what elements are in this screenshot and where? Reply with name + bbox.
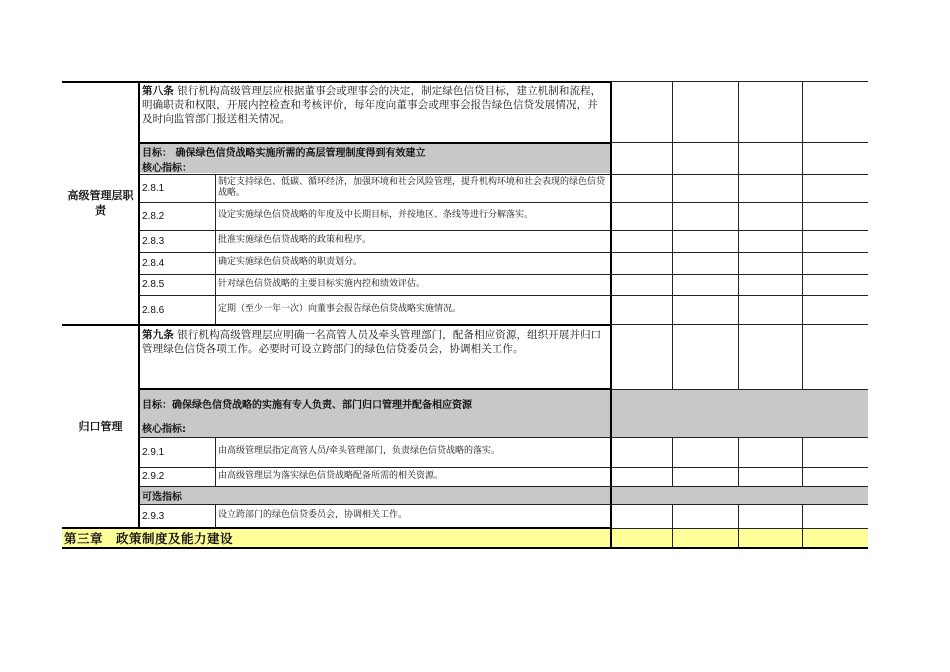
grid-line: [139, 486, 611, 487]
item-text: 设立跨部门的绿色信贷委员会，协调相关工作。: [218, 510, 408, 521]
core-label-9: 核心指标:: [142, 423, 186, 435]
grid-line: [139, 437, 611, 438]
grid-line: [62, 527, 611, 529]
side-label-centralized-management: 归口管理: [78, 420, 123, 433]
grid-line: [139, 467, 611, 468]
article-9: [139, 325, 611, 389]
grid-line: [672, 504, 673, 548]
grid-line: [738, 504, 739, 548]
grid-line: [611, 202, 868, 203]
item-text: 针对绿色信贷战略的主要目标实施内控和绩效评估。: [218, 278, 426, 289]
grid-line: [611, 295, 868, 296]
grid-line: [139, 388, 611, 390]
side-label-senior-management: 高级管理层职责: [67, 189, 134, 217]
article-8-text: 银行机构高级管理层应根据董事会或理事会的决定，制定绿色信贷目标，建立机制和流程，明确职责和权限，开展内控检查和考核评价，每年度向董事会或理事会报告绿色信贷发展情况，并及时向监管部门报送相关情况。: [142, 85, 602, 125]
grid-line: [611, 437, 868, 438]
grid-line: [611, 274, 868, 275]
grid-line: [62, 324, 611, 326]
grid-line: [802, 81, 803, 389]
grid-line: [611, 81, 868, 82]
item-code: 2.8.5: [142, 279, 165, 290]
optional-label-9: 可选指标: [142, 491, 182, 503]
grid-line: [215, 504, 216, 528]
item-code: 2.8.2: [142, 210, 165, 222]
grid-line: [139, 504, 611, 505]
item-code: 2.8.6: [142, 304, 165, 316]
grid-line: [611, 389, 868, 390]
item-code: 2.9.1: [142, 446, 165, 458]
article-9-title: 第九条: [142, 329, 174, 341]
grid-line: [672, 437, 673, 486]
grid-line: [139, 174, 611, 175]
item-code: 2.8.1: [142, 182, 165, 194]
grid-line: [611, 504, 868, 505]
grid-line: [672, 81, 673, 389]
grid-line: [215, 174, 216, 325]
grid-line: [611, 324, 868, 325]
grid-line: [139, 202, 611, 203]
grid-line: [139, 230, 611, 231]
grid-line: [139, 295, 611, 296]
grid-line: [62, 81, 611, 83]
item-text: 由高级管理层指定高管人员/牵头管理部门，负责绿色信贷战略的落实。: [218, 446, 501, 457]
item-text: 定期（至少一年一次）向董事会报告绿色信贷战略实施情况。: [218, 304, 462, 315]
item-text: 批准实施绿色信贷战略的政策和程序。: [218, 235, 372, 246]
grid-line: [611, 467, 868, 468]
grid-line: [139, 274, 611, 275]
goal-8: 目标： 确保绿色信贷战略实施所需的高层管理制度得到有效建立: [142, 147, 426, 159]
grid-line: [611, 486, 868, 487]
goal-9: 目标：确保绿色信贷战略的实施有专人负责、部门归口管理并配备相应资源: [142, 399, 472, 411]
grid-line: [611, 230, 868, 231]
grid-line: [215, 437, 216, 486]
grid-line: [611, 142, 868, 143]
core-label-8: 核心指标：: [142, 163, 192, 174]
grid-line: [738, 81, 739, 389]
grid-line: [139, 252, 611, 253]
item-text: 确定实施绿色信贷战略的职责划分。: [218, 257, 363, 268]
grid-line: [802, 437, 803, 486]
item-text: 由高级管理层为落实绿色信贷战略配备所需的相关资源。: [218, 470, 444, 481]
item-text: 设定实施绿色信贷战略的年度及中长期目标，并按地区、条线等进行分解落实。: [218, 210, 534, 221]
item-code: 2.9.2: [142, 471, 165, 482]
article-8: [139, 81, 611, 143]
item-code: 2.9.3: [142, 510, 165, 522]
grid-line: [610, 81, 612, 548]
item-code: 2.8.4: [142, 257, 165, 269]
item-text: 制定支持绿色、低碳、循环经济，加强环境和社会风险管理，提升机构环境和社会表现的绿色信贷战略。: [218, 176, 606, 198]
article-9-text: 银行机构高级管理层应明确一名高管人员及牵头管理部门，配备相应资源，组织开展并归口管理绿色信贷各项工作。必要时可设立跨部门的绿色信贷委员会，协调相关工作。: [142, 329, 602, 355]
grid-line: [611, 252, 868, 253]
grid-line: [802, 504, 803, 548]
checklist-table: [62, 81, 868, 548]
grid-line: [738, 437, 739, 486]
grid-line: [611, 174, 868, 175]
chapter-heading: 第三章 政策制度及能力建设: [64, 531, 234, 546]
grid-line: [139, 142, 611, 144]
grid-line: [62, 547, 868, 549]
grid-line: [611, 528, 868, 529]
grid-line: [138, 81, 140, 528]
item-code: 2.8.3: [142, 235, 165, 247]
article-8-title: 第八条: [142, 85, 174, 97]
